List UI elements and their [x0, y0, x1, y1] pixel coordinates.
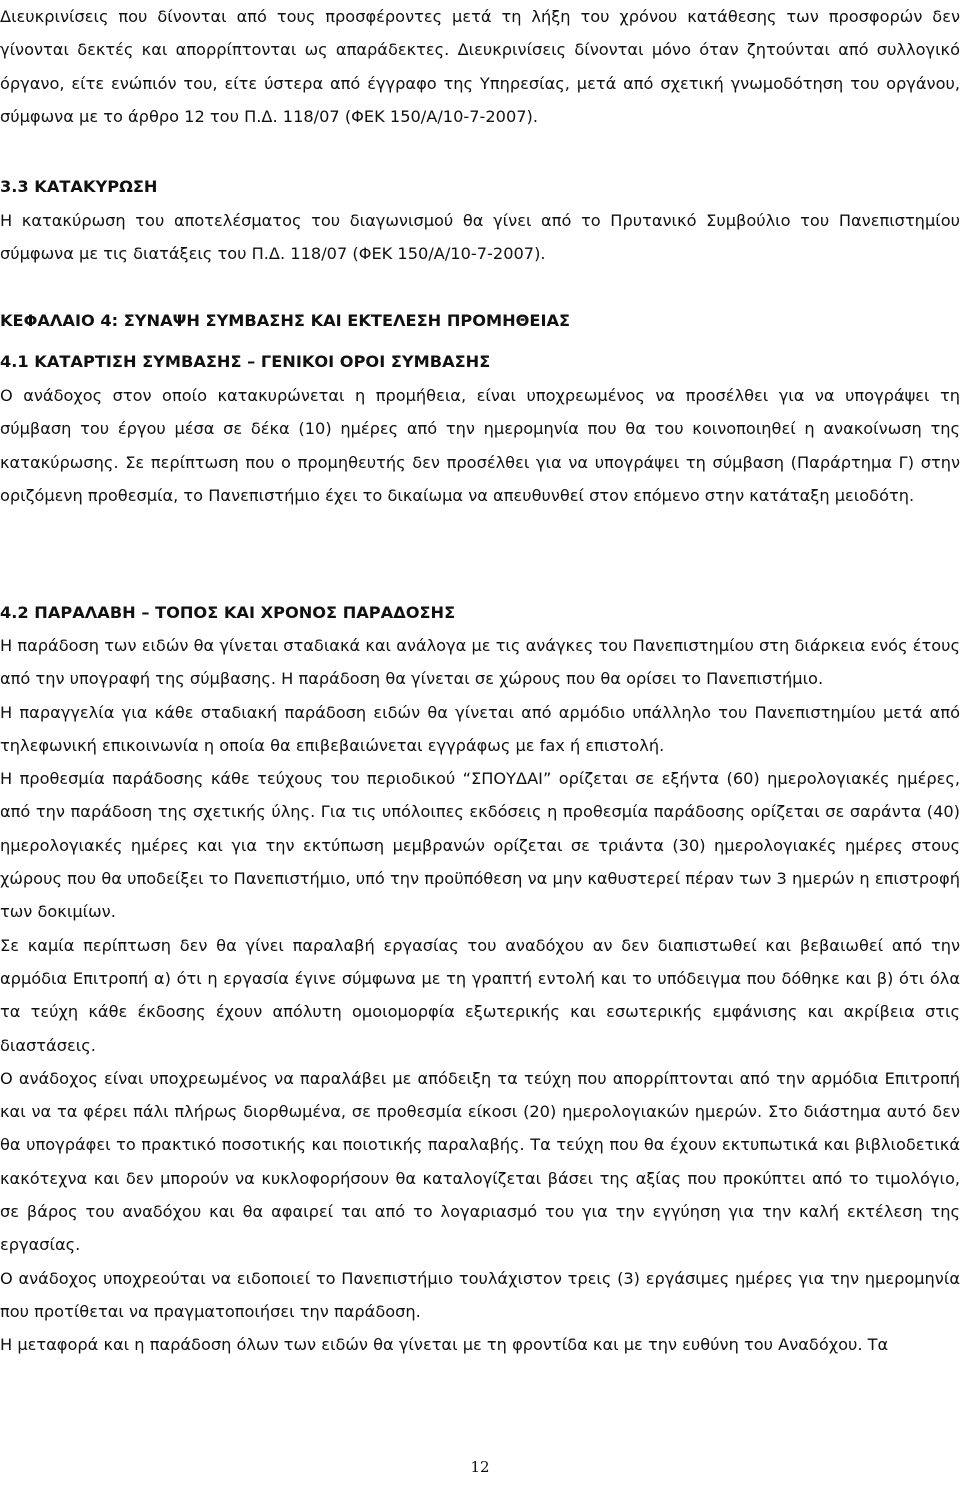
section-4-2-paragraph: Ο ανάδοχος υποχρεούται να ειδοποιεί το Πανεπιστήμιο τουλάχιστον τρεις (3) εργάσιμες ημέρες για την ημερομηνία που προτίθεται να πραγματοποιήσει την παράδοση.: [0, 1268, 960, 1321]
page-number: 12: [470, 1458, 490, 1476]
section-4-2-paragraph: Η μεταφορά και η παράδοση όλων των ειδών θα γίνεται με τη φροντίδα και με την ευθύνη του Αναδόχου. Τα: [0, 1335, 889, 1355]
chapter-4-heading: ΚΕΦΑΛΑΙΟ 4: ΣΥΝΑΨΗ ΣΥΜΒΑΣΗΣ ΚΑΙ ΕΚΤΕΛΕΣΗ ΠΡΟΜΗΘΕΙΑΣ: [0, 311, 571, 330]
section-4-1-text: Ο ανάδοχος στον οποίο κατακυρώνεται η προμήθεια, είναι υποχρεωμένος να προσέλθει για να υπογράψει τη σύμβαση του έργου μέσα σε δέκα (10) ημέρες από την ημερομηνία που θα του κοινοποιηθεί η ανακοίνωση της κατακύρωσης. Σε περίπτωση που ο προμηθευτής δεν προσέλθει για να υπογράψει τη σύμβαση (Παράρτημα Γ) στην οριζόμενη προθεσμία, το Πανεπιστήμιο έχει το δικαίωμα να απευθυνθεί στον επόμενο στην κατάταξη μειοδότη.: [0, 386, 960, 505]
section-3-3-heading: 3.3 ΚΑΤΑΚΥΡΩΣΗ: [0, 177, 158, 196]
section-4-1-heading: 4.1 ΚΑΤΑΡΤΙΣΗ ΣΥΜΒΑΣΗΣ – ΓΕΝΙΚΟΙ ΟΡΟΙ ΣΥΜΒΑΣΗΣ: [0, 352, 491, 371]
intro-paragraph: Διευκρινίσεις που δίνονται από τους προσφέροντες μετά τη λήξη του χρόνου κατάθεσης των προσφορών δεν γίνονται δεκτές και απορρίπτονται ως απαράδεκτες. Διευκρινίσεις δίνονται μόνο όταν ζητούνται από συλλογικό όργανο, είτε ενώπιόν του, είτε ύστερα από έγγραφο της Υπηρεσίας, μετά από σχετική γνωμοδότηση του οργάνου, σύμφωνα με το άρθρο 12 του Π.Δ. 118/07 (ΦΕΚ 150/Α/10-7-2007).: [0, 7, 960, 126]
section-4-2-paragraph: Ο ανάδοχος είναι υποχρεωμένος να παραλάβει με απόδειξη τα τεύχη που απορρίπτονται από την αρμόδια Επιτροπή και να τα φέρει πάλι πλήρως διορθωμένα, σε προθεσμία είκοσι (20) ημερολογιακών ημερών. Στο διάστημα αυτό δεν θα υπογράφει το πρακτικό ποσοτικής και ποιοτικής παραλαβής. Τα τεύχη που θα έχουν εκτυπωτικά και βιβλιοδετικά κακότεχνα και δεν μπορούν να κυκλοφορήσουν θα καταλογίζεται βάσει της αξίας που προκύπτει από το τιμολόγιο, σε βάρος του αναδόχου και θα αφαιρεί ται από το λογαριασμό του για την εγγύηση για την καλή εκτέλεση της εργασίας.: [0, 1068, 960, 1255]
section-4-2-heading: 4.2 ΠΑΡΑΛΑΒΗ – ΤΟΠΟΣ ΚΑΙ ΧΡΟΝΟΣ ΠΑΡΑΔΟΣΗΣ: [0, 603, 456, 622]
section-4-2-paragraph: Η παραγγελία για κάθε σταδιακή παράδοση ειδών θα γίνεται από αρμόδιο υπάλληλο του Πανεπιστημίου μετά από τηλεφωνική επικοινωνία η οποία θα επιβεβαιώνεται εγγράφως με fax ή επιστολή.: [0, 702, 960, 755]
section-4-2-paragraph: Σε καμία περίπτωση δεν θα γίνει παραλαβή εργασίας του αναδόχου αν δεν διαπιστωθεί και βεβαιωθεί από την αρμόδια Επιτροπή α) ότι η εργασία έγινε σύμφωνα με τη γραπτή εντολή και το υπόδειγμα που δόθηκε και β) ότι όλα τα τεύχη κάθε έκδοσης έχουν απόλυτη ομοιομορφία εξωτερικής και εσωτερικής εμφάνισης και ακρίβεια στις διαστάσεις.: [0, 935, 960, 1055]
section-4-2-paragraph: Η παράδοση των ειδών θα γίνεται σταδιακά και ανάλογα με τις ανάγκες του Πανεπιστημίου στη διάρκεια ενός έτους από την υπογραφή της σύμβασης. Η παράδοση θα γίνεται σε χώρους που θα ορίσει το Πανεπιστήμιο.: [0, 636, 960, 689]
section-4-2-body: [0, 629, 960, 1362]
section-3-3-text: Η κατακύρωση του αποτελέσματος του διαγωνισμού θα γίνει από το Πρυτανικό Συμβούλιο του Πανεπιστημίου σύμφωνα με τις διατάξεις του Π.Δ. 118/07 (ΦΕΚ 150/Α/10-7-2007).: [0, 211, 960, 264]
section-4-2-paragraph: Η προθεσμία παράδοσης κάθε τεύχους του περιοδικού “ΣΠΟΥΔΑΙ” ορίζεται σε εξήντα (60) ημερολογιακές ημέρες, από την παράδοση της σχετικής ύλης. Για τις υπόλοιπες εκδόσεις η προθεσμία παράδοσης ορίζεται σε σαράντα (40) ημερολογιακές ημέρες και για την εκτύπωση μεμβρανών ορίζεται σε τριάντα (30) ημερολογιακές ημέρες στους χώρους που θα υποδείξει το Πανεπιστήμιο, υπό την προϋπόθεση να μην καθυστερεί πέραν των 3 ημερών η επιστροφή των δοκιμίων.: [0, 769, 960, 922]
